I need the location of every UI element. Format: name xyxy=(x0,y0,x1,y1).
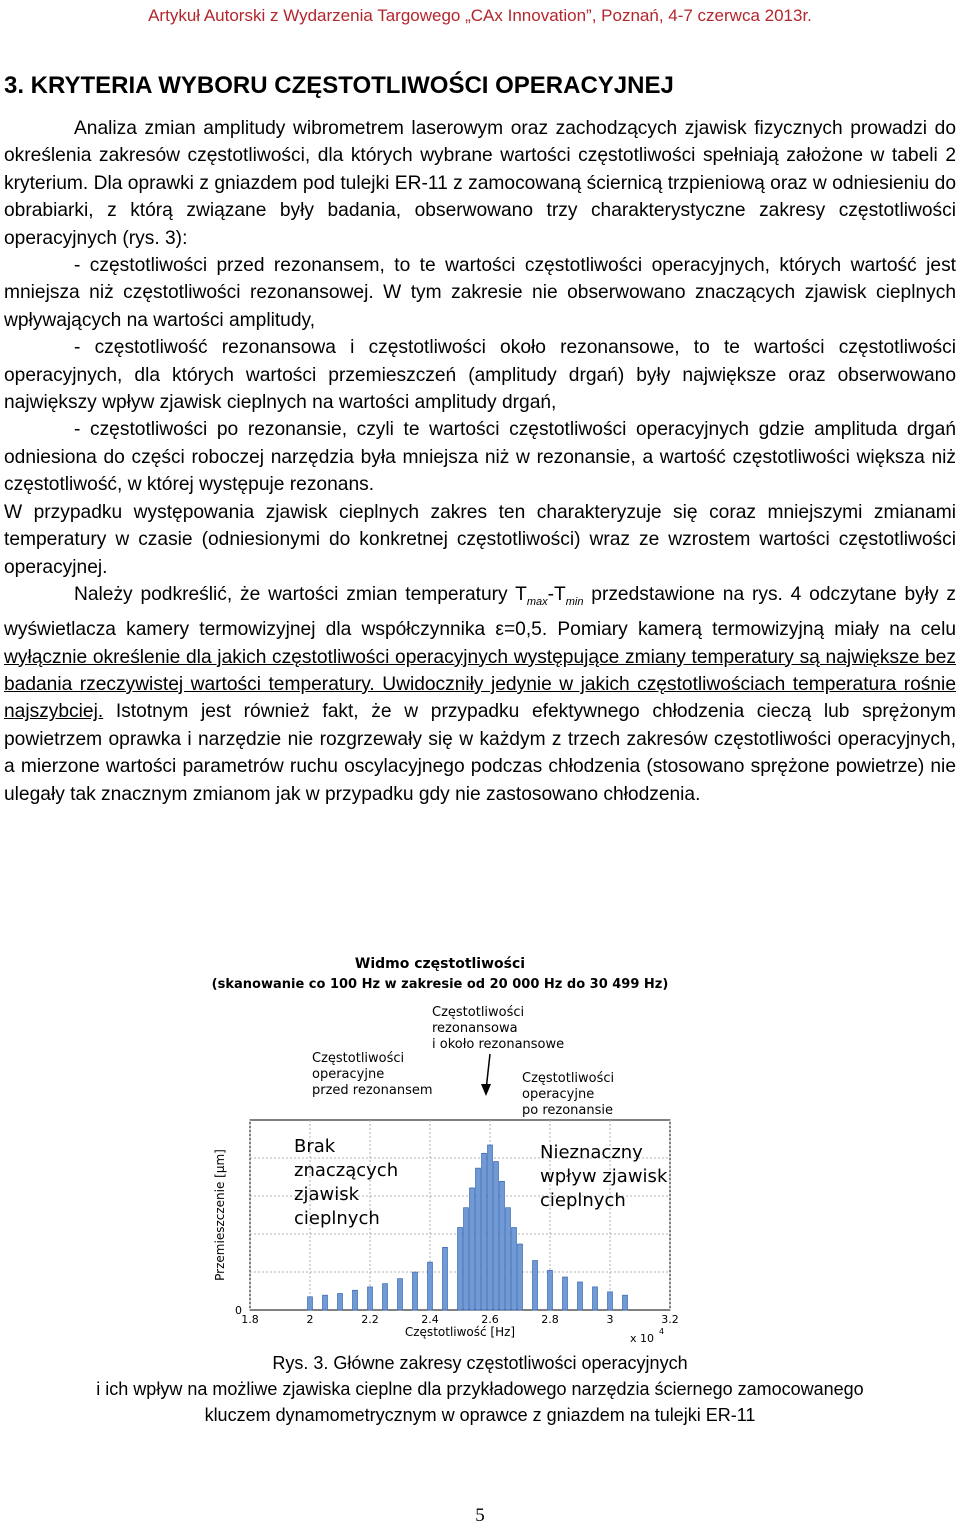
x-tick-label: 1.8 xyxy=(241,1313,259,1326)
spectrum-bar xyxy=(533,1261,538,1311)
spectrum-bar xyxy=(578,1282,583,1310)
y-axis-label: Przemieszczenie [μm] xyxy=(213,1149,227,1281)
x-tick-label: 3.2 xyxy=(661,1313,679,1326)
spectrum-bar xyxy=(518,1244,523,1310)
figure-caption xyxy=(0,1350,960,1428)
label-after-1: Częstotliwości xyxy=(522,1071,615,1086)
p3-underlined: wyłącznie określenie dla jakich częstotliwości operacyjnych występujące zmiany temperatury są największe bez badania rzeczywistej wartości temperatury. Uwidoczniły jedynie w jakich częstotliwościach temperatura rośnie najszybciej. xyxy=(4,646,956,723)
spectrum-bar xyxy=(338,1294,343,1311)
spectrum-bar xyxy=(428,1262,433,1310)
spectrum-bar xyxy=(353,1290,358,1310)
t-max-subscript: max xyxy=(526,595,548,608)
spectrum-bar xyxy=(464,1208,469,1310)
x-multiplier: x 10 xyxy=(630,1332,655,1345)
spectrum-bar xyxy=(383,1284,388,1310)
x-tick-label: 2.4 xyxy=(421,1313,439,1326)
spectrum-bar xyxy=(476,1168,481,1310)
p3-text-b: przedstawione na rys. 4 odczytane były z wyświetlacza kamery termowizyjnej dla współczynnika ε=0,5. Pomiary kamerą termowizyjną miały na celu xyxy=(4,583,956,641)
p3-dash: -T xyxy=(547,583,566,605)
spectrum-bar xyxy=(623,1295,628,1310)
spectrum-bar xyxy=(398,1279,403,1310)
x-axis-label: Częstotliwość [Hz] xyxy=(404,1325,516,1339)
spectrum-figure xyxy=(200,950,680,1350)
note-left-1: Brak xyxy=(294,1136,336,1157)
spectrum-bar xyxy=(500,1181,505,1310)
spectrum-bar xyxy=(506,1208,511,1310)
p3-text-c: Istotnym jest również fakt, że w przypadku efektywnego chłodzenia cieczą lub sprężonym powietrzem oprawka i narzędzie nie rozgrzewały się w każdym z trzech zakresów częstotliwości operacyjnych, a mierzone wartości parametrów ruchu oscylacyjnego podczas chłodzenia (stosowano sprężone powietrze) nie ulegały tak znacznym zmianom jak w przypadku gdy nie zastosowano chłodzenia. xyxy=(4,701,956,805)
spectrum-bar xyxy=(482,1153,487,1310)
label-resonance-1: Częstotliwości xyxy=(432,1005,525,1020)
x-tick-label: 2.2 xyxy=(361,1313,379,1326)
label-after-3: po rezonansie xyxy=(522,1103,613,1118)
bullet-resonance: - częstotliwość rezonansowa i częstotliwości około rezonansowe, to te wartości częstotliwości operacyjnych, dla których wartości przemieszczeń (amplitudy drgań) były największe oraz obserwowano największy wpływ zjawisk cieplnych na wartości amplitudy drgań, xyxy=(4,337,956,414)
spectrum-bar xyxy=(443,1247,448,1310)
label-before-1: Częstotliwości xyxy=(312,1051,405,1066)
p3-text-a: Należy podkreślić, że wartości zmian temperatury T xyxy=(74,583,527,605)
bullet-before-resonance: - częstotliwości przed rezonansem, to te wartości częstotliwości operacyjnych, których wartość jest mniejsza niż częstotliwości rezonansowej. W tym zakresie nie obserwowano znaczących zjawisk cieplnych wpływających na wartości amplitudy, xyxy=(4,255,956,331)
note-left-2: znaczących xyxy=(294,1160,399,1181)
spectrum-bar xyxy=(488,1145,493,1310)
spectrum-bar xyxy=(563,1277,568,1310)
note-right-2: wpływ zjawisk xyxy=(540,1166,668,1187)
spectrum-chart xyxy=(200,950,680,1350)
x-multiplier-exponent: 4 xyxy=(659,1327,665,1336)
spectrum-bar xyxy=(323,1295,328,1310)
x-tick-label: 2.6 xyxy=(481,1313,499,1326)
caption-line-2: i ich wpływ na możliwe zjawiska cieplne dla przykładowego narzędzia ściernego zamocowanego xyxy=(96,1379,864,1399)
caption-line-3: kluczem dynamometrycznym w oprawce z gniazdem na tulejki ER-11 xyxy=(204,1405,756,1425)
note-left-3: zjawisk xyxy=(294,1184,360,1205)
note-right-3: cieplnych xyxy=(540,1190,626,1211)
paragraph-3 xyxy=(4,581,956,808)
spectrum-bar xyxy=(458,1228,463,1311)
spectrum-bar xyxy=(413,1272,418,1310)
label-before-2: operacyjne xyxy=(312,1067,385,1082)
spectrum-bar xyxy=(512,1228,517,1311)
body-text xyxy=(4,115,956,808)
label-after-2: operacyjne xyxy=(522,1087,595,1102)
x-tick-label: 2.8 xyxy=(541,1313,559,1326)
page-number: 5 xyxy=(475,1505,485,1526)
spectrum-bar xyxy=(494,1162,499,1311)
resonance-arrowhead xyxy=(481,1084,491,1096)
bullet-after-resonance: - częstotliwości po rezonansie, czyli te wartości częstotliwości operacyjnych gdzie amplituda drgań odniesiona do części roboczej narzędzia była mniejsza niż w rezonansie, a wartość częstotliwości większa niż częstotliwość, w której występuje rezonans. xyxy=(4,419,956,496)
label-before-3: przed rezonansem xyxy=(312,1083,433,1098)
x-tick-label: 2 xyxy=(306,1313,314,1326)
spectrum-bar xyxy=(308,1297,313,1310)
y-tick-zero: 0 xyxy=(235,1304,242,1317)
paragraph-1: Analiza zmian amplitudy wibrometrem laserowym oraz zachodzących zjawisk fizycznych prowadzi do określenia zakresów częstotliwości, dla których wybrane wartości częstotliwości spełniają założone w tabeli 2 kryterium. Dla oprawki z gniazdem pod tulejki ER-11 z zamocowaną ściernicą trzpieniową oraz w odniesieniu do obrabiarki, z którą związane były badania, obserwowano trzy charakterystyczne zakresy częstotliwości operacyjnych (rys. 3): xyxy=(4,118,956,249)
paragraph-2: W przypadku występowania zjawisk cieplnych zakres ten charakteryzuje się coraz mniejszymi zmianami temperatury w czasie (odniesionymi do konkretnej częstotliwości) wraz ze wzrostem wartości częstotliwości operacyjnej. xyxy=(4,501,956,578)
running-header: Artykuł Autorski z Wydarzenia Targowego „CAx Innovation”, Poznań, 4-7 czerwca 2013r. xyxy=(148,6,812,25)
spectrum-bar xyxy=(548,1270,553,1310)
caption-line-1: Rys. 3. Główne zakresy częstotliwości operacyjnych xyxy=(272,1353,688,1373)
figure-subtitle: (skanowanie co 100 Hz w zakresie od 20 000 Hz do 30 499 Hz) xyxy=(211,977,669,992)
note-left-4: cieplnych xyxy=(294,1208,380,1229)
figure-title: Widmo częstotliwości xyxy=(354,956,526,972)
section-title: 3. KRYTERIA WYBORU CZĘSTOTLIWOŚCI OPERACYJNEJ xyxy=(4,72,674,99)
t-min-subscript: min xyxy=(565,595,584,608)
label-resonance-2: rezonansowa xyxy=(432,1021,518,1036)
spectrum-bar xyxy=(608,1292,613,1310)
spectrum-bar xyxy=(470,1188,475,1310)
spectrum-bar xyxy=(593,1287,598,1310)
note-right-1: Nieznaczny xyxy=(540,1142,643,1163)
label-resonance-3: i około rezonansowe xyxy=(432,1037,565,1052)
x-tick-label: 3 xyxy=(606,1313,614,1326)
spectrum-bar xyxy=(368,1287,373,1310)
